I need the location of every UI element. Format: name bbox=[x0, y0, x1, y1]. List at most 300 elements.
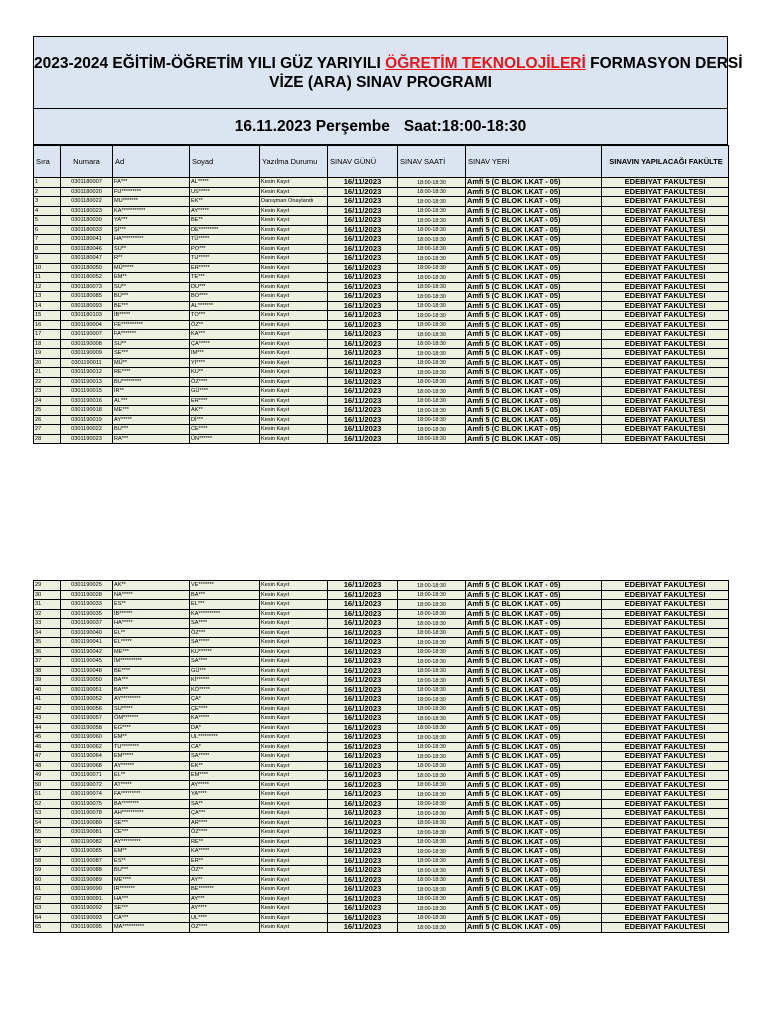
cell-sira: 22 bbox=[34, 377, 61, 387]
cell-sinav-saati: 18:00-18:30 bbox=[398, 590, 466, 600]
cell-ad: FA*** bbox=[113, 178, 190, 188]
table-row bbox=[34, 885, 729, 895]
table-row bbox=[34, 206, 729, 216]
cell-sira: 23 bbox=[34, 387, 61, 397]
cell-numara: 0301190071 bbox=[61, 771, 113, 781]
cell-numara: 0301190023 bbox=[61, 434, 113, 444]
cell-ad: SE*** bbox=[113, 818, 190, 828]
cell-fakulte: EDEBIYAT FAKULTESI bbox=[602, 818, 729, 828]
cell-sira: 10 bbox=[34, 263, 61, 273]
table-row bbox=[34, 666, 729, 676]
cell-durum: Kesin Kayıt bbox=[260, 904, 328, 914]
cell-durum: Kesin Kayıt bbox=[260, 187, 328, 197]
cell-durum: Kesin Kayıt bbox=[260, 590, 328, 600]
cell-sinav-yeri: Amfi 5 (C BLOK I.KAT - 05) bbox=[466, 685, 602, 695]
cell-numara: 0301190018 bbox=[61, 406, 113, 416]
cell-ad: EM** bbox=[113, 847, 190, 857]
cell-sinav-saati: 18:00-18:30 bbox=[398, 273, 466, 283]
cell-soyad: AR**** bbox=[190, 818, 260, 828]
cell-sinav-yeri: Amfi 5 (C BLOK I.KAT - 05) bbox=[466, 866, 602, 876]
cell-sinav-gunu: 16/11/2023 bbox=[328, 387, 398, 397]
cell-sira: 30 bbox=[34, 590, 61, 600]
cell-ad: RA*** bbox=[113, 434, 190, 444]
cell-sinav-gunu: 16/11/2023 bbox=[328, 254, 398, 264]
cell-ad: KA*********** bbox=[113, 206, 190, 216]
cell-sinav-saati: 18:00-18:30 bbox=[398, 628, 466, 638]
cell-soyad: Dİ*** bbox=[190, 415, 260, 425]
cell-ad: İB***** bbox=[113, 311, 190, 321]
cell-sira: 34 bbox=[34, 628, 61, 638]
cell-soyad: AY***** bbox=[190, 206, 260, 216]
cell-soyad: SA**** bbox=[190, 657, 260, 667]
cell-sinav-gunu: 16/11/2023 bbox=[328, 187, 398, 197]
cell-fakulte: EDEBIYAT FAKULTESI bbox=[602, 638, 729, 648]
cell-durum: Kesin Kayıt bbox=[260, 676, 328, 686]
cell-sinav-yeri: Amfi 5 (C BLOK I.KAT - 05) bbox=[466, 752, 602, 762]
cell-sinav-saati: 18:00-18:30 bbox=[398, 320, 466, 330]
table-row bbox=[34, 216, 729, 226]
cell-numara: 0301190033 bbox=[61, 600, 113, 610]
cell-numara: 0301190048 bbox=[61, 666, 113, 676]
table-row bbox=[34, 292, 729, 302]
cell-numara: 0301190062 bbox=[61, 742, 113, 752]
cell-ad: İR** bbox=[113, 387, 190, 397]
cell-sinav-gunu: 16/11/2023 bbox=[328, 292, 398, 302]
cell-sinav-yeri: Amfi 5 (C BLOK I.KAT - 05) bbox=[466, 628, 602, 638]
cell-sinav-yeri: Amfi 5 (C BLOK I.KAT - 05) bbox=[466, 856, 602, 866]
cell-sinav-yeri: Amfi 5 (C BLOK I.KAT - 05) bbox=[466, 676, 602, 686]
cell-sira: 45 bbox=[34, 733, 61, 743]
cell-durum: Kesin Kayıt bbox=[260, 254, 328, 264]
cell-durum: Kesin Kayıt bbox=[260, 609, 328, 619]
cell-sinav-saati: 18:00-18:30 bbox=[398, 666, 466, 676]
schedule-table-1 bbox=[33, 145, 729, 444]
cell-sinav-gunu: 16/11/2023 bbox=[328, 866, 398, 876]
cell-sinav-gunu: 16/11/2023 bbox=[328, 349, 398, 359]
cell-fakulte: EDEBIYAT FAKULTESI bbox=[602, 837, 729, 847]
cell-sinav-gunu: 16/11/2023 bbox=[328, 628, 398, 638]
cell-fakulte: EDEBIYAT FAKULTESI bbox=[602, 875, 729, 885]
cell-sinav-yeri: Amfi 5 (C BLOK I.KAT - 05) bbox=[466, 875, 602, 885]
cell-durum: Kesin Kayıt bbox=[260, 714, 328, 724]
cell-fakulte: EDEBIYAT FAKULTESI bbox=[602, 885, 729, 895]
cell-durum: Kesin Kayıt bbox=[260, 358, 328, 368]
cell-durum: Kesin Kayıt bbox=[260, 619, 328, 629]
cell-numara: 0301190068 bbox=[61, 761, 113, 771]
cell-sinav-saati: 18:00-18:30 bbox=[398, 799, 466, 809]
cell-ad: FA********* bbox=[113, 790, 190, 800]
cell-sinav-saati: 18:00-18:30 bbox=[398, 704, 466, 714]
cell-sinav-saati: 18:00-18:30 bbox=[398, 828, 466, 838]
cell-soyad: ÖZ** bbox=[190, 320, 260, 330]
cell-durum: Kesin Kayıt bbox=[260, 273, 328, 283]
cell-sinav-gunu: 16/11/2023 bbox=[328, 415, 398, 425]
table-row bbox=[34, 904, 729, 914]
title-line-2: VİZE (ARA) SINAV PROGRAMI bbox=[269, 74, 492, 91]
cell-soyad: ER** bbox=[190, 856, 260, 866]
cell-numara: 0301190050 bbox=[61, 676, 113, 686]
cell-sira: 60 bbox=[34, 875, 61, 885]
cell-sinav-yeri: Amfi 5 (C BLOK I.KAT - 05) bbox=[466, 647, 602, 657]
cell-sinav-yeri: Amfi 5 (C BLOK I.KAT - 05) bbox=[466, 790, 602, 800]
cell-ad: BA******** bbox=[113, 799, 190, 809]
cell-sinav-yeri: Amfi 5 (C BLOK I.KAT - 05) bbox=[466, 638, 602, 648]
cell-soyad: ÖZ** bbox=[190, 866, 260, 876]
cell-ad: MÜ***** bbox=[113, 263, 190, 273]
cell-ad: BE*** bbox=[113, 301, 190, 311]
cell-numara: 0301190092 bbox=[61, 904, 113, 914]
cell-durum: Kesin Kayıt bbox=[260, 913, 328, 923]
cell-soyad: PO*** bbox=[190, 244, 260, 254]
cell-ad: ES** bbox=[113, 600, 190, 610]
cell-sinav-saati: 18:00-18:30 bbox=[398, 790, 466, 800]
table-row bbox=[34, 752, 729, 762]
table-row bbox=[34, 647, 729, 657]
cell-sinav-saati: 18:00-18:30 bbox=[398, 856, 466, 866]
cell-numara: 0301190064 bbox=[61, 752, 113, 762]
cell-sinav-yeri: Amfi 5 (C BLOK I.KAT - 05) bbox=[466, 704, 602, 714]
cell-sinav-saati: 18:00-18:30 bbox=[398, 396, 466, 406]
table-row bbox=[34, 301, 729, 311]
cell-soyad: EK** bbox=[190, 761, 260, 771]
cell-durum: Kesin Kayıt bbox=[260, 790, 328, 800]
cell-durum: Kesin Kayıt bbox=[260, 339, 328, 349]
cell-durum: Kesin Kayıt bbox=[260, 685, 328, 695]
cell-sira: 29 bbox=[34, 581, 61, 591]
cell-durum: Kesin Kayıt bbox=[260, 647, 328, 657]
cell-ad: BE**** bbox=[113, 666, 190, 676]
cell-sinav-yeri: Amfi 5 (C BLOK I.KAT - 05) bbox=[466, 339, 602, 349]
table-row bbox=[34, 425, 729, 435]
cell-numara: 0301190012 bbox=[61, 368, 113, 378]
cell-numara: 0301190058 bbox=[61, 723, 113, 733]
table-row bbox=[34, 847, 729, 857]
cell-sinav-saati: 18:00-18:30 bbox=[398, 358, 466, 368]
cell-sira: 4 bbox=[34, 206, 61, 216]
cell-sinav-yeri: Amfi 5 (C BLOK I.KAT - 05) bbox=[466, 581, 602, 591]
cell-durum: Kesin Kayıt bbox=[260, 704, 328, 714]
cell-sinav-yeri: Amfi 5 (C BLOK I.KAT - 05) bbox=[466, 837, 602, 847]
cell-durum: Kesin Kayıt bbox=[260, 244, 328, 254]
cell-sinav-saati: 18:00-18:30 bbox=[398, 913, 466, 923]
cell-soyad: AL***** bbox=[190, 178, 260, 188]
cell-soyad: SA***** bbox=[190, 638, 260, 648]
cell-sinav-gunu: 16/11/2023 bbox=[328, 377, 398, 387]
cell-sira: 42 bbox=[34, 704, 61, 714]
cell-sinav-saati: 18:00-18:30 bbox=[398, 600, 466, 610]
table-row bbox=[34, 273, 729, 283]
col-header-sira: Sıra bbox=[34, 146, 61, 178]
cell-soyad: UL**** bbox=[190, 913, 260, 923]
cell-numara: 0301190082 bbox=[61, 837, 113, 847]
cell-sinav-saati: 18:00-18:30 bbox=[398, 178, 466, 188]
table-row bbox=[34, 704, 729, 714]
cell-numara: 0301190087 bbox=[61, 856, 113, 866]
cell-durum: Kesin Kayıt bbox=[260, 178, 328, 188]
cell-durum: Kesin Kayıt bbox=[260, 723, 328, 733]
cell-sira: 9 bbox=[34, 254, 61, 264]
cell-soyad: US***** bbox=[190, 187, 260, 197]
cell-sinav-gunu: 16/11/2023 bbox=[328, 590, 398, 600]
cell-ad: Şİ*** bbox=[113, 225, 190, 235]
col-header-gun: SINAV GÜNÜ bbox=[328, 146, 398, 178]
cell-fakulte: EDEBIYAT FAKULTESI bbox=[602, 263, 729, 273]
cell-fakulte: EDEBIYAT FAKULTESI bbox=[602, 349, 729, 359]
cell-sinav-gunu: 16/11/2023 bbox=[328, 856, 398, 866]
cell-numara: 0301190081 bbox=[61, 828, 113, 838]
cell-numara: 0301180030 bbox=[61, 216, 113, 226]
cell-fakulte: EDEBIYAT FAKULTESI bbox=[602, 771, 729, 781]
table-header-row bbox=[34, 146, 729, 178]
cell-fakulte: EDEBIYAT FAKULTESI bbox=[602, 216, 729, 226]
cell-durum: Kesin Kayıt bbox=[260, 434, 328, 444]
cell-sinav-gunu: 16/11/2023 bbox=[328, 742, 398, 752]
cell-durum: Kesin Kayıt bbox=[260, 206, 328, 216]
cell-soyad: IM*** bbox=[190, 349, 260, 359]
cell-ad: AT***** bbox=[113, 780, 190, 790]
cell-sira: 48 bbox=[34, 761, 61, 771]
cell-fakulte: EDEBIYAT FAKULTESI bbox=[602, 685, 729, 695]
cell-numara: 0301190074 bbox=[61, 790, 113, 800]
table-row bbox=[34, 695, 729, 705]
cell-sinav-gunu: 16/11/2023 bbox=[328, 581, 398, 591]
table-row bbox=[34, 923, 729, 933]
cell-ad: CE*** bbox=[113, 828, 190, 838]
cell-sinav-saati: 18:00-18:30 bbox=[398, 206, 466, 216]
cell-sinav-gunu: 16/11/2023 bbox=[328, 904, 398, 914]
cell-durum: Kesin Kayıt bbox=[260, 885, 328, 895]
cell-sira: 16 bbox=[34, 320, 61, 330]
table-row bbox=[34, 263, 729, 273]
cell-numara: 0301190009 bbox=[61, 349, 113, 359]
cell-sinav-yeri: Amfi 5 (C BLOK I.KAT - 05) bbox=[466, 894, 602, 904]
cell-durum: Kesin Kayıt bbox=[260, 415, 328, 425]
cell-fakulte: EDEBIYAT FAKULTESI bbox=[602, 647, 729, 657]
cell-numara: 0301180033 bbox=[61, 225, 113, 235]
cell-durum: Kesin Kayıt bbox=[260, 581, 328, 591]
cell-sinav-saati: 18:00-18:30 bbox=[398, 619, 466, 629]
cell-durum: Kesin Kayıt bbox=[260, 301, 328, 311]
table-row bbox=[34, 197, 729, 207]
cell-sinav-yeri: Amfi 5 (C BLOK I.KAT - 05) bbox=[466, 197, 602, 207]
cell-sinav-gunu: 16/11/2023 bbox=[328, 638, 398, 648]
cell-sinav-gunu: 16/11/2023 bbox=[328, 311, 398, 321]
cell-sinav-yeri: Amfi 5 (C BLOK I.KAT - 05) bbox=[466, 216, 602, 226]
cell-sira: 46 bbox=[34, 742, 61, 752]
cell-ad: MA********** bbox=[113, 923, 190, 933]
cell-durum: Kesin Kayıt bbox=[260, 923, 328, 933]
cell-sinav-yeri: Amfi 5 (C BLOK I.KAT - 05) bbox=[466, 600, 602, 610]
cell-sira: 31 bbox=[34, 600, 61, 610]
cell-fakulte: EDEBIYAT FAKULTESI bbox=[602, 244, 729, 254]
cell-ad: CA*** bbox=[113, 913, 190, 923]
cell-numara: 0301190041 bbox=[61, 638, 113, 648]
cell-numara: 0301190045 bbox=[61, 657, 113, 667]
cell-sinav-gunu: 16/11/2023 bbox=[328, 396, 398, 406]
cell-fakulte: EDEBIYAT FAKULTESI bbox=[602, 704, 729, 714]
cell-soyad: AL******* bbox=[190, 301, 260, 311]
cell-sinav-gunu: 16/11/2023 bbox=[328, 273, 398, 283]
table-row bbox=[34, 619, 729, 629]
cell-sinav-saati: 18:00-18:30 bbox=[398, 733, 466, 743]
cell-durum: Kesin Kayıt bbox=[260, 282, 328, 292]
cell-sinav-saati: 18:00-18:30 bbox=[398, 875, 466, 885]
cell-durum: Kesin Kayıt bbox=[260, 263, 328, 273]
cell-fakulte: EDEBIYAT FAKULTESI bbox=[602, 828, 729, 838]
table-row bbox=[34, 771, 729, 781]
table-row bbox=[34, 609, 729, 619]
cell-sira: 8 bbox=[34, 244, 61, 254]
cell-ad: HA***** bbox=[113, 619, 190, 629]
cell-fakulte: EDEBIYAT FAKULTESI bbox=[602, 292, 729, 302]
cell-sira: 32 bbox=[34, 609, 61, 619]
cell-durum: Kesin Kayıt bbox=[260, 733, 328, 743]
cell-sinav-yeri: Amfi 5 (C BLOK I.KAT - 05) bbox=[466, 311, 602, 321]
cell-sinav-yeri: Amfi 5 (C BLOK I.KAT - 05) bbox=[466, 657, 602, 667]
cell-sinav-yeri: Amfi 5 (C BLOK I.KAT - 05) bbox=[466, 225, 602, 235]
cell-sinav-gunu: 16/11/2023 bbox=[328, 339, 398, 349]
cell-numara: 0301190011 bbox=[61, 358, 113, 368]
cell-sinav-yeri: Amfi 5 (C BLOK I.KAT - 05) bbox=[466, 723, 602, 733]
schedule-table-2 bbox=[33, 580, 729, 933]
cell-durum: Kesin Kayıt bbox=[260, 235, 328, 245]
table-row bbox=[34, 723, 729, 733]
cell-fakulte: EDEBIYAT FAKULTESI bbox=[602, 330, 729, 340]
cell-durum: Kesin Kayıt bbox=[260, 666, 328, 676]
cell-durum: Kesin Kayıt bbox=[260, 875, 328, 885]
table-row bbox=[34, 349, 729, 359]
cell-durum: Kesin Kayıt bbox=[260, 377, 328, 387]
table-row bbox=[34, 761, 729, 771]
cell-sinav-gunu: 16/11/2023 bbox=[328, 771, 398, 781]
cell-fakulte: EDEBIYAT FAKULTESI bbox=[602, 581, 729, 591]
cell-sinav-saati: 18:00-18:30 bbox=[398, 723, 466, 733]
cell-sinav-yeri: Amfi 5 (C BLOK I.KAT - 05) bbox=[466, 330, 602, 340]
cell-durum: Kesin Kayıt bbox=[260, 809, 328, 819]
table-row bbox=[34, 254, 729, 264]
cell-sira: 13 bbox=[34, 292, 61, 302]
cell-sinav-saati: 18:00-18:30 bbox=[398, 657, 466, 667]
cell-sinav-gunu: 16/11/2023 bbox=[328, 600, 398, 610]
cell-sinav-gunu: 16/11/2023 bbox=[328, 723, 398, 733]
cell-sinav-saati: 18:00-18:30 bbox=[398, 434, 466, 444]
cell-ad: BA*** bbox=[113, 685, 190, 695]
cell-sinav-yeri: Amfi 5 (C BLOK I.KAT - 05) bbox=[466, 904, 602, 914]
cell-sira: 52 bbox=[34, 799, 61, 809]
cell-durum: Kesin Kayıt bbox=[260, 638, 328, 648]
cell-sira: 11 bbox=[34, 273, 61, 283]
cell-numara: 0301180020 bbox=[61, 187, 113, 197]
cell-sinav-gunu: 16/11/2023 bbox=[328, 609, 398, 619]
cell-numara: 0301190025 bbox=[61, 581, 113, 591]
cell-sira: 1 bbox=[34, 178, 61, 188]
cell-durum: Kesin Kayıt bbox=[260, 320, 328, 330]
cell-sinav-saati: 18:00-18:30 bbox=[398, 837, 466, 847]
cell-sira: 43 bbox=[34, 714, 61, 724]
cell-sinav-gunu: 16/11/2023 bbox=[328, 406, 398, 416]
cell-numara: 0301190057 bbox=[61, 714, 113, 724]
cell-fakulte: EDEBIYAT FAKULTESI bbox=[602, 368, 729, 378]
cell-durum: Kesin Kayıt bbox=[260, 695, 328, 705]
exam-time: Saat:18:00-18:30 bbox=[403, 118, 527, 135]
cell-sinav-gunu: 16/11/2023 bbox=[328, 657, 398, 667]
cell-sinav-yeri: Amfi 5 (C BLOK I.KAT - 05) bbox=[466, 809, 602, 819]
table-row bbox=[34, 780, 729, 790]
cell-numara: 0301190095 bbox=[61, 923, 113, 933]
cell-sinav-saati: 18:00-18:30 bbox=[398, 349, 466, 359]
cell-sira: 39 bbox=[34, 676, 61, 686]
cell-sinav-yeri: Amfi 5 (C BLOK I.KAT - 05) bbox=[466, 695, 602, 705]
cell-ad: SE*** bbox=[113, 349, 190, 359]
cell-sinav-yeri: Amfi 5 (C BLOK I.KAT - 05) bbox=[466, 301, 602, 311]
cell-sinav-saati: 18:00-18:30 bbox=[398, 780, 466, 790]
cell-sinav-gunu: 16/11/2023 bbox=[328, 434, 398, 444]
cell-sinav-yeri: Amfi 5 (C BLOK I.KAT - 05) bbox=[466, 254, 602, 264]
cell-sira: 7 bbox=[34, 235, 61, 245]
table-row bbox=[34, 396, 729, 406]
cell-sinav-gunu: 16/11/2023 bbox=[328, 368, 398, 378]
cell-soyad: KA***** bbox=[190, 714, 260, 724]
cell-numara: 0301180052 bbox=[61, 273, 113, 283]
cell-fakulte: EDEBIYAT FAKULTESI bbox=[602, 197, 729, 207]
cell-fakulte: EDEBIYAT FAKULTESI bbox=[602, 273, 729, 283]
table-row bbox=[34, 628, 729, 638]
cell-sinav-gunu: 16/11/2023 bbox=[328, 923, 398, 933]
cell-sinav-gunu: 16/11/2023 bbox=[328, 875, 398, 885]
cell-ad: EL** bbox=[113, 771, 190, 781]
cell-sinav-saati: 18:00-18:30 bbox=[398, 752, 466, 762]
cell-fakulte: EDEBIYAT FAKULTESI bbox=[602, 723, 729, 733]
cell-ad: AY****** bbox=[113, 761, 190, 771]
cell-sira: 38 bbox=[34, 666, 61, 676]
cell-sinav-saati: 18:00-18:30 bbox=[398, 771, 466, 781]
cell-sinav-saati: 18:00-18:30 bbox=[398, 330, 466, 340]
cell-sinav-yeri: Amfi 5 (C BLOK I.KAT - 05) bbox=[466, 349, 602, 359]
title-box bbox=[33, 36, 743, 109]
cell-sinav-saati: 18:00-18:30 bbox=[398, 415, 466, 425]
cell-ad: SU***** bbox=[113, 704, 190, 714]
cell-sinav-yeri: Amfi 5 (C BLOK I.KAT - 05) bbox=[466, 666, 602, 676]
table-row bbox=[34, 676, 729, 686]
cell-numara: 0301190093 bbox=[61, 913, 113, 923]
cell-numara: 0301190088 bbox=[61, 866, 113, 876]
cell-sinav-saati: 18:00-18:30 bbox=[398, 387, 466, 397]
cell-sinav-yeri: Amfi 5 (C BLOK I.KAT - 05) bbox=[466, 425, 602, 435]
cell-sinav-saati: 18:00-18:30 bbox=[398, 254, 466, 264]
cell-sinav-yeri: Amfi 5 (C BLOK I.KAT - 05) bbox=[466, 415, 602, 425]
cell-fakulte: EDEBIYAT FAKULTESI bbox=[602, 387, 729, 397]
cell-sira: 61 bbox=[34, 885, 61, 895]
title-prefix: 2023-2024 EĞİTİM-ÖĞRETİM YILI GÜZ YARIYILI bbox=[34, 55, 386, 72]
cell-ad: AK** bbox=[113, 581, 190, 591]
cell-numara: 0301190051 bbox=[61, 685, 113, 695]
cell-ad: BÜ*** bbox=[113, 292, 190, 302]
cell-durum: Kesin Kayıt bbox=[260, 856, 328, 866]
cell-numara: 0301190080 bbox=[61, 818, 113, 828]
cell-sinav-gunu: 16/11/2023 bbox=[328, 799, 398, 809]
cell-sinav-saati: 18:00-18:30 bbox=[398, 339, 466, 349]
cell-sira: 62 bbox=[34, 894, 61, 904]
cell-sira: 57 bbox=[34, 847, 61, 857]
title-course-name: ÖĞRETİM TEKNOLOJİLERİ bbox=[385, 55, 586, 72]
col-header-durum: Yazılma Durumu bbox=[260, 146, 328, 178]
cell-durum: Kesin Kayıt bbox=[260, 600, 328, 610]
cell-sira: 53 bbox=[34, 809, 61, 819]
cell-sinav-gunu: 16/11/2023 bbox=[328, 780, 398, 790]
cell-sinav-yeri: Amfi 5 (C BLOK I.KAT - 05) bbox=[466, 292, 602, 302]
cell-sinav-yeri: Amfi 5 (C BLOK I.KAT - 05) bbox=[466, 368, 602, 378]
cell-sinav-yeri: Amfi 5 (C BLOK I.KAT - 05) bbox=[466, 206, 602, 216]
